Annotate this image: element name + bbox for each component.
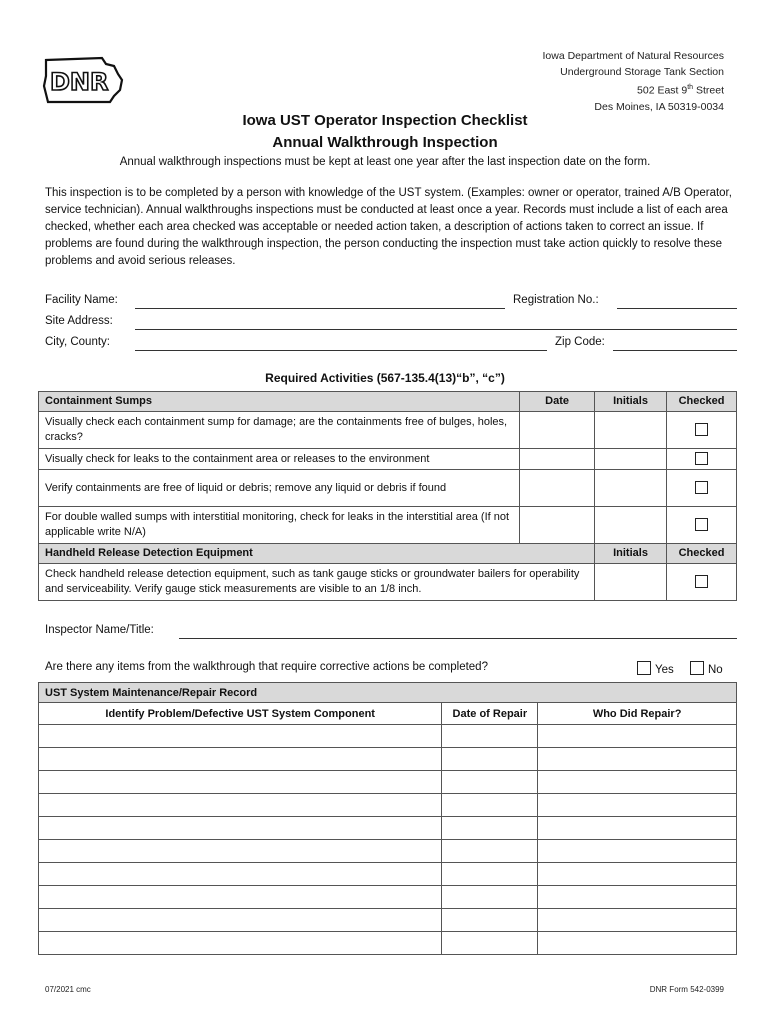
problem-cell[interactable] bbox=[39, 909, 442, 932]
table-row bbox=[39, 886, 737, 909]
initials-cell[interactable] bbox=[595, 449, 667, 470]
problem-cell[interactable] bbox=[39, 794, 442, 817]
activity-text: Verify containments are free of liquid or debris; remove any liquid or debris if found bbox=[39, 470, 520, 507]
problem-cell[interactable] bbox=[39, 863, 442, 886]
agency-section: Underground Storage Tank Section bbox=[560, 66, 724, 78]
date-cell[interactable] bbox=[442, 748, 538, 771]
checkbox[interactable] bbox=[695, 518, 708, 531]
checkbox[interactable] bbox=[695, 481, 708, 494]
date-cell[interactable] bbox=[520, 507, 595, 544]
table-row bbox=[39, 725, 737, 748]
activity-text: For double walled sumps with interstitial monitoring, check for leaks in the interstitial area (If not applicable write N/A) bbox=[39, 507, 520, 544]
initials-cell[interactable] bbox=[595, 470, 667, 507]
date-of-repair-column-header: Date of Repair bbox=[442, 703, 538, 725]
inspector-row bbox=[45, 624, 737, 642]
intro-paragraph: This inspection is to be completed by a person with knowledge of the UST system. (Examples: owner or operator, trained A/B Operator, service technician). Annual walkthroughs inspections must be conducted at least once a year. Records must include a list of each area checked, whether each area checked was acceptable or needed action taken, a description of actions taken to correct an issue. If problems are found during the walkthrough inspection, the person conducting the inspection must take action quickly to resolve these problems and avoid serious releases. bbox=[45, 187, 732, 267]
required-activities-title: Required Activities (567-135.4(13)“b”, “c”) bbox=[265, 371, 505, 385]
date-cell[interactable] bbox=[442, 840, 538, 863]
table-row bbox=[39, 909, 737, 932]
table-row bbox=[39, 794, 737, 817]
who-cell[interactable] bbox=[538, 794, 737, 817]
city-county-label: City, County: bbox=[45, 336, 110, 348]
who-cell[interactable] bbox=[538, 748, 737, 771]
corrective-question: Are there any items from the walkthrough that require corrective actions be completed? bbox=[45, 661, 488, 673]
table-row bbox=[39, 564, 737, 601]
activity-text: Check handheld release detection equipment, such as tank gauge sticks or groundwater bailers for operability and serviceability. Verify gauge stick measurements are visible to an 1/8 inch. bbox=[39, 564, 595, 601]
who-did-repair-column-header: Who Did Repair? bbox=[538, 703, 737, 725]
zip-code-field[interactable] bbox=[613, 350, 737, 351]
problem-cell[interactable] bbox=[39, 725, 442, 748]
problem-column-header: Identify Problem/Defective UST System Component bbox=[39, 703, 442, 725]
who-cell[interactable] bbox=[538, 725, 737, 748]
who-cell[interactable] bbox=[538, 886, 737, 909]
containment-sumps-header: Containment Sumps bbox=[39, 392, 520, 412]
repair-columns-row bbox=[39, 703, 737, 725]
checkbox[interactable] bbox=[695, 575, 708, 588]
handheld-header-row bbox=[39, 544, 737, 564]
table-row bbox=[39, 817, 737, 840]
site-address-label: Site Address: bbox=[45, 315, 113, 327]
who-cell[interactable] bbox=[538, 840, 737, 863]
facility-name-field[interactable] bbox=[135, 308, 505, 309]
problem-cell[interactable] bbox=[39, 771, 442, 794]
table-row bbox=[39, 863, 737, 886]
dnr-logo bbox=[40, 50, 126, 106]
svg-text:DNR: DNR bbox=[50, 68, 109, 96]
initials-cell[interactable] bbox=[595, 564, 667, 601]
repair-record-header: UST System Maintenance/Repair Record bbox=[39, 683, 737, 703]
date-cell[interactable] bbox=[442, 932, 538, 955]
initials-column-header: Initials bbox=[595, 544, 667, 564]
corrective-question-row bbox=[45, 661, 737, 679]
date-cell[interactable] bbox=[442, 886, 538, 909]
problem-cell[interactable] bbox=[39, 840, 442, 863]
yes-option[interactable] bbox=[637, 661, 674, 676]
problem-cell[interactable] bbox=[39, 932, 442, 955]
problem-cell[interactable] bbox=[39, 886, 442, 909]
table-row bbox=[39, 412, 737, 449]
table-row bbox=[39, 507, 737, 544]
no-checkbox[interactable] bbox=[690, 661, 704, 675]
date-cell[interactable] bbox=[442, 817, 538, 840]
site-address-field[interactable] bbox=[135, 329, 737, 330]
facility-name-label: Facility Name: bbox=[45, 294, 118, 306]
inspector-field[interactable] bbox=[179, 638, 737, 639]
handheld-equipment-header: Handheld Release Detection Equipment bbox=[39, 544, 595, 564]
agency-address bbox=[543, 48, 725, 115]
date-cell[interactable] bbox=[442, 794, 538, 817]
date-cell[interactable] bbox=[520, 412, 595, 449]
who-cell[interactable] bbox=[538, 817, 737, 840]
footer-revision: 07/2021 cmc bbox=[45, 985, 91, 994]
initials-column-header: Initials bbox=[595, 392, 667, 412]
no-label: No bbox=[708, 664, 723, 676]
registration-no-label: Registration No.: bbox=[513, 294, 599, 306]
checkbox[interactable] bbox=[695, 452, 708, 465]
problem-cell[interactable] bbox=[39, 748, 442, 771]
facility-row bbox=[45, 294, 737, 312]
footer-form-number: DNR Form 542-0399 bbox=[649, 985, 724, 994]
containment-header-row bbox=[39, 392, 737, 412]
who-cell[interactable] bbox=[538, 932, 737, 955]
initials-cell[interactable] bbox=[595, 412, 667, 449]
form-title: Iowa UST Operator Inspection Checklist bbox=[242, 112, 528, 129]
date-column-header: Date bbox=[520, 392, 595, 412]
registration-no-field[interactable] bbox=[617, 308, 737, 309]
repair-header-row bbox=[39, 683, 737, 703]
zip-code-label: Zip Code: bbox=[555, 336, 605, 348]
retention-note: Annual walkthrough inspections must be kept at least one year after the last inspection date on the form. bbox=[119, 156, 651, 168]
date-cell[interactable] bbox=[442, 725, 538, 748]
inspector-label: Inspector Name/Title: bbox=[45, 624, 154, 636]
activity-text: Visually check each containment sump for damage; are the containments free of bulges, holes, cracks? bbox=[39, 412, 520, 449]
yes-label: Yes bbox=[655, 664, 674, 676]
required-activities-table bbox=[38, 391, 737, 601]
who-cell[interactable] bbox=[538, 771, 737, 794]
checked-column-header: Checked bbox=[666, 392, 736, 412]
city-county-field[interactable] bbox=[135, 350, 547, 351]
agency-city: Des Moines, IA 50319-0034 bbox=[594, 100, 724, 113]
table-row bbox=[39, 840, 737, 863]
date-cell[interactable] bbox=[520, 470, 595, 507]
form-subtitle-title: Annual Walkthrough Inspection bbox=[272, 134, 498, 151]
date-cell[interactable] bbox=[520, 449, 595, 470]
table-row bbox=[39, 470, 737, 507]
date-cell[interactable] bbox=[442, 771, 538, 794]
checkbox[interactable] bbox=[695, 423, 708, 436]
table-row bbox=[39, 748, 737, 771]
table-row bbox=[39, 771, 737, 794]
table-row bbox=[39, 449, 737, 470]
problem-cell[interactable] bbox=[39, 817, 442, 840]
no-option[interactable] bbox=[690, 661, 723, 676]
initials-cell[interactable] bbox=[595, 507, 667, 544]
site-address-row bbox=[45, 315, 737, 333]
repair-record-table bbox=[38, 682, 737, 955]
city-county-row bbox=[45, 336, 737, 354]
date-cell[interactable] bbox=[442, 909, 538, 932]
who-cell[interactable] bbox=[538, 909, 737, 932]
table-row bbox=[39, 932, 737, 955]
checked-column-header: Checked bbox=[666, 544, 736, 564]
agency-name: Iowa Department of Natural Resources bbox=[542, 50, 724, 62]
yes-checkbox[interactable] bbox=[637, 661, 651, 675]
date-cell[interactable] bbox=[442, 863, 538, 886]
who-cell[interactable] bbox=[538, 863, 737, 886]
activity-text: Visually check for leaks to the containment area or releases to the environment bbox=[39, 449, 520, 470]
agency-street: 502 East 9th Street bbox=[637, 84, 724, 97]
